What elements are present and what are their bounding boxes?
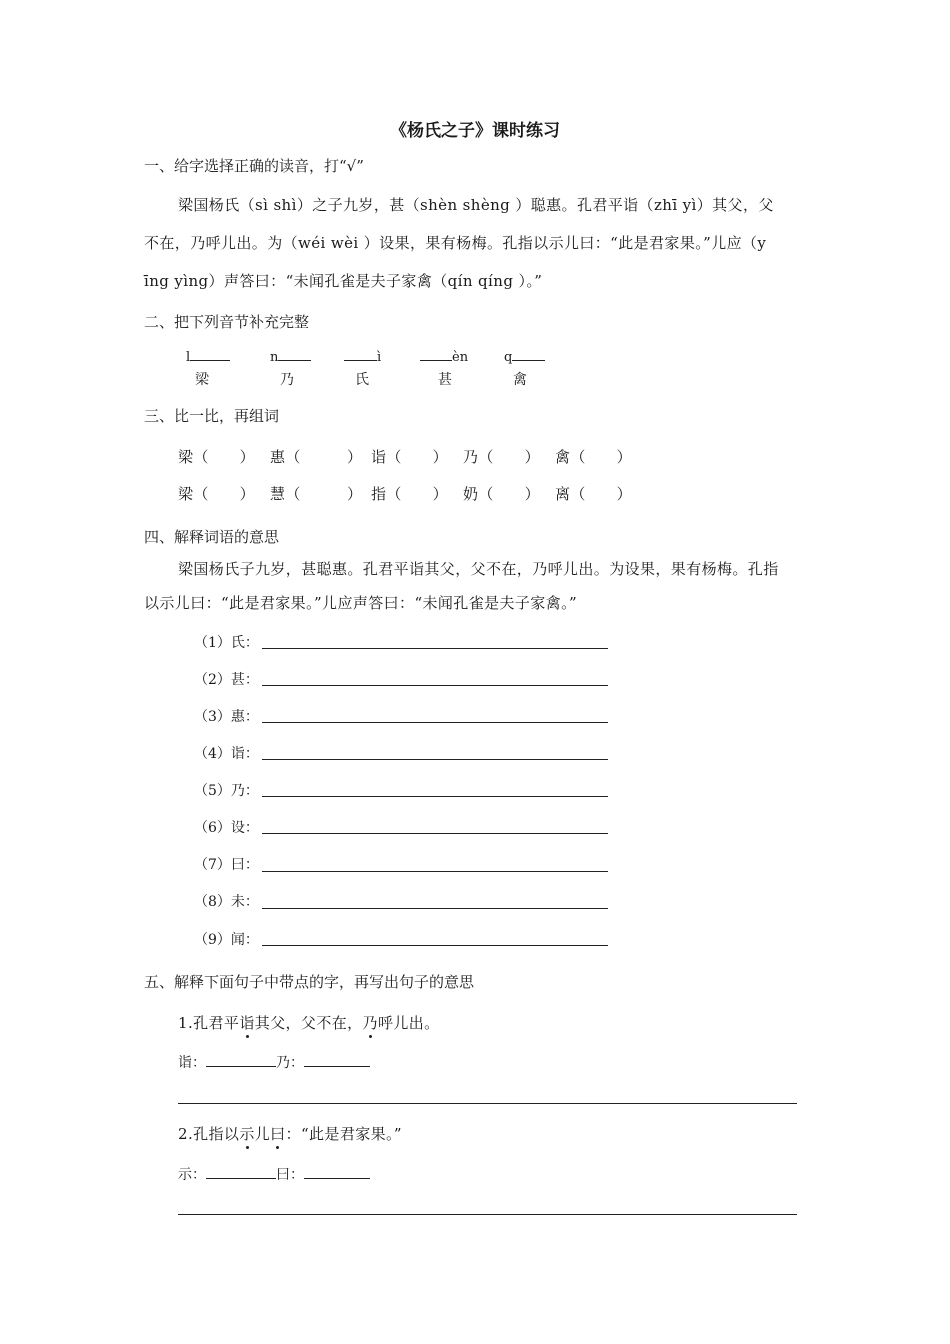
section-2-heading: 二、把下列音节补充完整	[144, 313, 310, 331]
section-4-line-2: 以示儿曰：“此是君家果。”儿应声答曰：“未闻孔雀是夫子家禽。”	[144, 594, 578, 612]
definition-label-8: （8）未：	[194, 894, 259, 910]
section-3-heading: 三、比一比，再组词	[144, 407, 280, 425]
sentence-1-blanks[interactable]: 诣： 乃：	[178, 1052, 370, 1072]
page-title: 《杨氏之子》课时练习	[390, 121, 560, 141]
section-1-heading: 一、给字选择正确的读音，打“√”	[144, 157, 364, 175]
definition-label-5: （5）乃：	[194, 783, 259, 799]
syllable-char-1: 梁	[195, 372, 209, 388]
syllable-blank-5[interactable]: q	[504, 346, 545, 365]
syllable-char-2: 乃	[280, 372, 294, 388]
definition-answer-line-9[interactable]	[262, 945, 608, 946]
definition-label-3: （3）惠：	[194, 709, 259, 725]
definition-answer-line-1[interactable]	[262, 648, 608, 649]
syllable-blank-4[interactable]: èn	[420, 346, 468, 365]
definition-label-9: （9）闻：	[194, 932, 259, 948]
section-1-line-2: 不在，乃呼儿出。为（wéi wèi ）设果，果有杨梅。孔指以示儿曰：“此是君家果。”儿应（y	[144, 234, 767, 252]
section-1-line-1: 梁国杨氏（sì shì）之子九岁，甚（shèn shèng ）聪惠。孔君平诣（zhī yì）其父，父	[178, 196, 774, 214]
compare-row-1-item-1[interactable]: 梁（ ）	[178, 448, 256, 466]
definition-answer-line-2[interactable]	[262, 685, 608, 686]
sentence-2-meaning-line[interactable]	[178, 1214, 797, 1215]
compare-row-1-item-2[interactable]: 惠（ ）	[270, 448, 363, 466]
definition-label-2: （2）甚：	[194, 672, 259, 688]
definition-answer-line-8[interactable]	[262, 908, 608, 909]
compare-row-1-item-5[interactable]: 禽（ ）	[555, 448, 633, 466]
dotted-char-yue: 曰	[270, 1125, 286, 1143]
syllable-blank-3[interactable]: ì	[344, 346, 381, 365]
compare-row-2-item-1[interactable]: 梁（ ）	[178, 485, 256, 503]
compare-row-2-item-3[interactable]: 指（ ）	[371, 485, 449, 503]
dotted-char-zhi: 诣	[239, 1014, 255, 1032]
definition-answer-line-5[interactable]	[262, 796, 608, 797]
definition-label-1: （1）氏：	[194, 635, 259, 651]
dotted-char-shi: 示	[239, 1125, 255, 1143]
definition-answer-line-4[interactable]	[262, 759, 608, 760]
definition-answer-line-3[interactable]	[262, 722, 608, 723]
definition-label-7: （7）曰：	[194, 857, 259, 873]
definition-answer-line-7[interactable]	[262, 871, 608, 872]
sentence-2: 2.孔指以示儿曰：“此是君家果。”	[178, 1125, 402, 1143]
syllable-char-3: 氏	[355, 372, 369, 388]
syllable-char-4: 甚	[438, 372, 452, 388]
compare-row-1-item-4[interactable]: 乃（ ）	[463, 448, 541, 466]
sentence-1-meaning-line[interactable]	[178, 1103, 797, 1104]
syllable-char-5: 禽	[513, 372, 527, 388]
syllable-blank-1[interactable]: l	[186, 346, 230, 365]
definition-label-6: （6）设：	[194, 820, 259, 836]
definition-label-4: （4）诣：	[194, 746, 259, 762]
section-4-line-1: 梁国杨氏子九岁，甚聪惠。孔君平诣其父，父不在，乃呼儿出。为设果，果有杨梅。孔指	[178, 560, 779, 578]
sentence-1: 1.孔君平诣其父，父不在，乃呼儿出。	[178, 1014, 440, 1032]
sentence-2-blanks[interactable]: 示： 曰：	[178, 1164, 370, 1184]
syllable-blank-2[interactable]: n	[270, 346, 311, 365]
compare-row-2-item-5[interactable]: 离（ ）	[555, 485, 633, 503]
section-4-heading: 四、解释词语的意思	[144, 528, 280, 546]
compare-row-2-item-2[interactable]: 慧（ ）	[270, 485, 363, 503]
dotted-char-nai: 乃	[362, 1014, 378, 1032]
section-1-line-3: īng yìng）声答曰：“未闻孔雀是夫子家禽（qín qíng ）。”	[144, 272, 543, 290]
definition-answer-line-6[interactable]	[262, 833, 608, 834]
section-5-heading: 五、解释下面句子中带点的字，再写出句子的意思	[144, 973, 475, 991]
compare-row-2-item-4[interactable]: 奶（ ）	[463, 485, 541, 503]
compare-row-1-item-3[interactable]: 诣（ ）	[371, 448, 449, 466]
